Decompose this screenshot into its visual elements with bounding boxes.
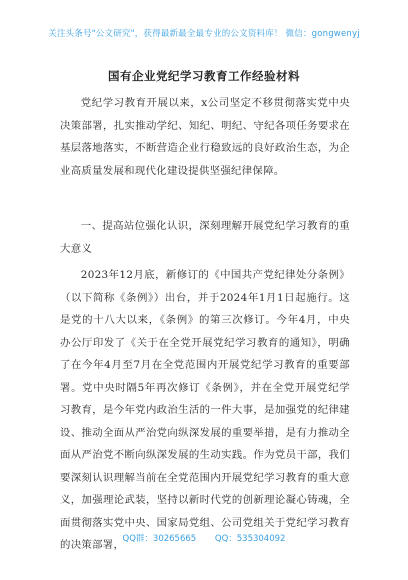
section-heading-1: 一、提高站位强化认识，深刻理解开展党纪学习教育的重大意义 [60, 220, 350, 255]
page-title: 国有企业党纪学习教育工作经验材料 [108, 69, 300, 83]
footer-qq: QQ：535304092 [214, 534, 286, 544]
header-promo-note: 关注头条号"公文研究"，获得最新最全最专业的公文资料库！ 微信：gongwenyj [48, 29, 360, 39]
intro-paragraph: 党纪学习教育开展以来，x公司坚定不移贯彻落实党中央决策部署，扎实推动学纪、知纪、明纪、守纪各项任务要求在基层落地落实，不断营造企业行稳致远的良好政治生态，为企业高质量发展和现代化建设提供坚强纪律保障。 [60, 97, 350, 177]
body-paragraph-1: 2023年12月底，新修订的《中国共产党纪律处分条例》（以下简称《条例》）出台，并于2024年1月1日起施行。这是党的十八大以来，《条例》的第三次修订。今年4月，中央办公厅印发了《关于在全党开展党纪学习教育的通知》，明确了在今年4月至7月在全党范围内开展党纪学习教育的重要部署。党中央时隔5年再次修订《条例》，并在全党开展党纪学习教育，是今年党内政治生活的一件大事，是加强党的纪律建设、推动全面从严治党向纵深发展的重要举措，是有力推动全面从严治党不断向纵深发展的生动实践。作为党员干部，我们要深刻认识理解当前在全党范围内开展党纪学习教育的重大意义，加强理论武装，坚持以新时代党的创新理论凝心铸魂，全面贯彻落实党中央、国家局党组、公司党组关于党纪学习教育的决策部署， [60, 269, 350, 551]
footer-contact [0, 532, 408, 544]
footer-qq-group: QQ群：30265665 [122, 534, 197, 544]
